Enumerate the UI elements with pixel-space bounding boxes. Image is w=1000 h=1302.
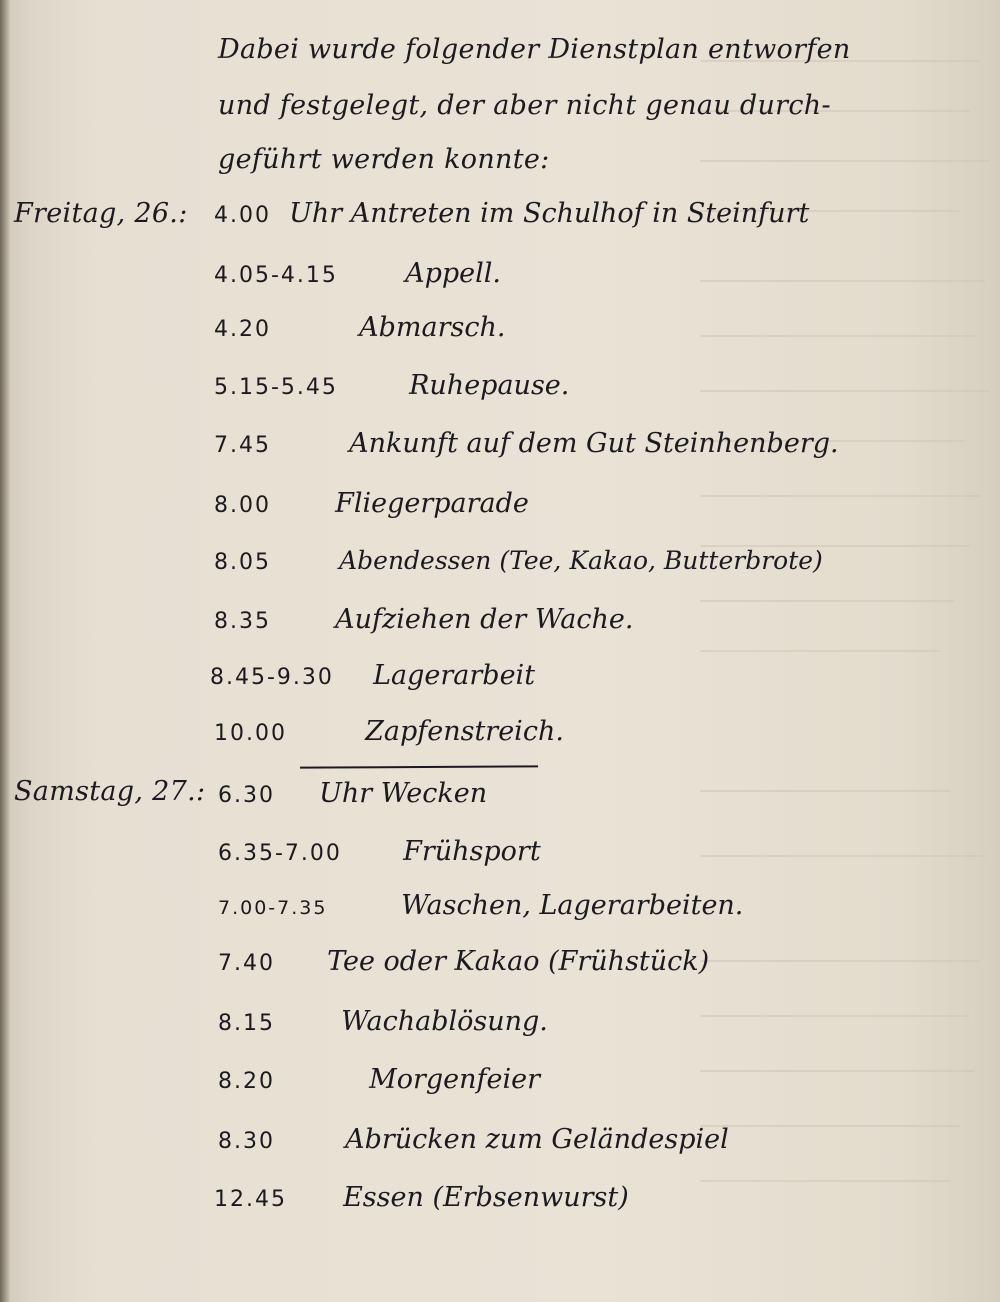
schedule-row: [218, 1006, 548, 1046]
entry-time: 8.05: [214, 550, 271, 575]
intro-line-3: geführt werden konnte:: [218, 144, 550, 175]
entry-time: 8.20: [218, 1069, 275, 1094]
schedule-row: [214, 428, 839, 468]
entry-time: 8.00: [214, 493, 271, 518]
schedule-row: [214, 1182, 629, 1222]
schedule-row: [214, 370, 569, 410]
bleed-through-text: [700, 0, 1000, 1302]
entry-text: Wachablösung.: [341, 1006, 548, 1037]
entry-text: Lagerarbeit: [373, 660, 536, 691]
entry-text: Essen (Erbsenwurst): [343, 1182, 629, 1213]
entry-text: Waschen, Lagerarbeiten.: [401, 890, 744, 921]
entry-text: Abendessen (Tee, Kakao, Butterbrote): [339, 546, 823, 575]
entry-text: Ankunft auf dem Gut Steinhenberg.: [349, 428, 839, 459]
entry-time: 4.00: [214, 203, 271, 228]
entry-time: 4.20: [214, 317, 271, 342]
day-label-friday: Freitag, 26.:: [14, 198, 188, 229]
schedule-row: [214, 312, 505, 352]
schedule-row: [218, 946, 709, 986]
entry-text: Abmarsch.: [359, 312, 506, 343]
schedule-row: [218, 1124, 729, 1164]
schedule-row: [218, 836, 541, 876]
entry-time: 5.15-5.45: [214, 375, 338, 400]
page-binding: [0, 0, 10, 1302]
schedule-row: [214, 488, 529, 528]
schedule-row: [218, 890, 743, 930]
entry-text: Uhr Wecken: [319, 778, 488, 809]
entry-time: 7.40: [218, 951, 275, 976]
entry-text: Ruhepause.: [409, 370, 570, 401]
schedule-row: [218, 778, 487, 818]
entry-time: 8.35: [214, 609, 271, 634]
entry-time: 12.45: [214, 1187, 287, 1212]
entry-text: Zapfenstreich.: [365, 716, 564, 747]
entry-text: Tee oder Kakao (Frühstück): [327, 946, 710, 977]
entry-time: 4.05-4.15: [214, 263, 338, 288]
entry-time: 8.45-9.30: [210, 665, 334, 690]
entry-text: Fliegerparade: [335, 488, 529, 519]
entry-text: Uhr Antreten im Schulhof in Steinfurt: [289, 198, 810, 229]
entry-time: 7.45: [214, 433, 271, 458]
section-divider: [300, 765, 538, 768]
entry-time: 6.35-7.00: [218, 841, 342, 866]
entry-time: 8.30: [218, 1129, 275, 1154]
entry-time: 8.15: [218, 1011, 275, 1036]
intro-line-1: Dabei wurde folgender Dienstplan entworfen: [218, 34, 851, 65]
entry-text: Morgenfeier: [369, 1064, 541, 1095]
schedule-row: [214, 546, 823, 586]
entry-text: Aufziehen der Wache.: [335, 604, 634, 635]
entry-time: 10.00: [214, 721, 287, 746]
entry-text: Abrücken zum Geländespiel: [345, 1124, 729, 1155]
schedule-row: [218, 1064, 540, 1104]
entry-time: 7.00-7.35: [218, 897, 328, 919]
schedule-row: [214, 198, 809, 238]
schedule-row: [214, 604, 633, 644]
schedule-row: [214, 716, 564, 756]
schedule-row: [214, 258, 501, 298]
entry-time: 6.30: [218, 783, 275, 808]
entry-text: Frühsport: [403, 836, 541, 867]
intro-line-2: und festgelegt, der aber nicht genau durch-: [218, 90, 831, 121]
entry-text: Appell.: [405, 258, 501, 289]
schedule-row: [210, 660, 535, 700]
day-label-saturday: Samstag, 27.:: [14, 776, 206, 807]
